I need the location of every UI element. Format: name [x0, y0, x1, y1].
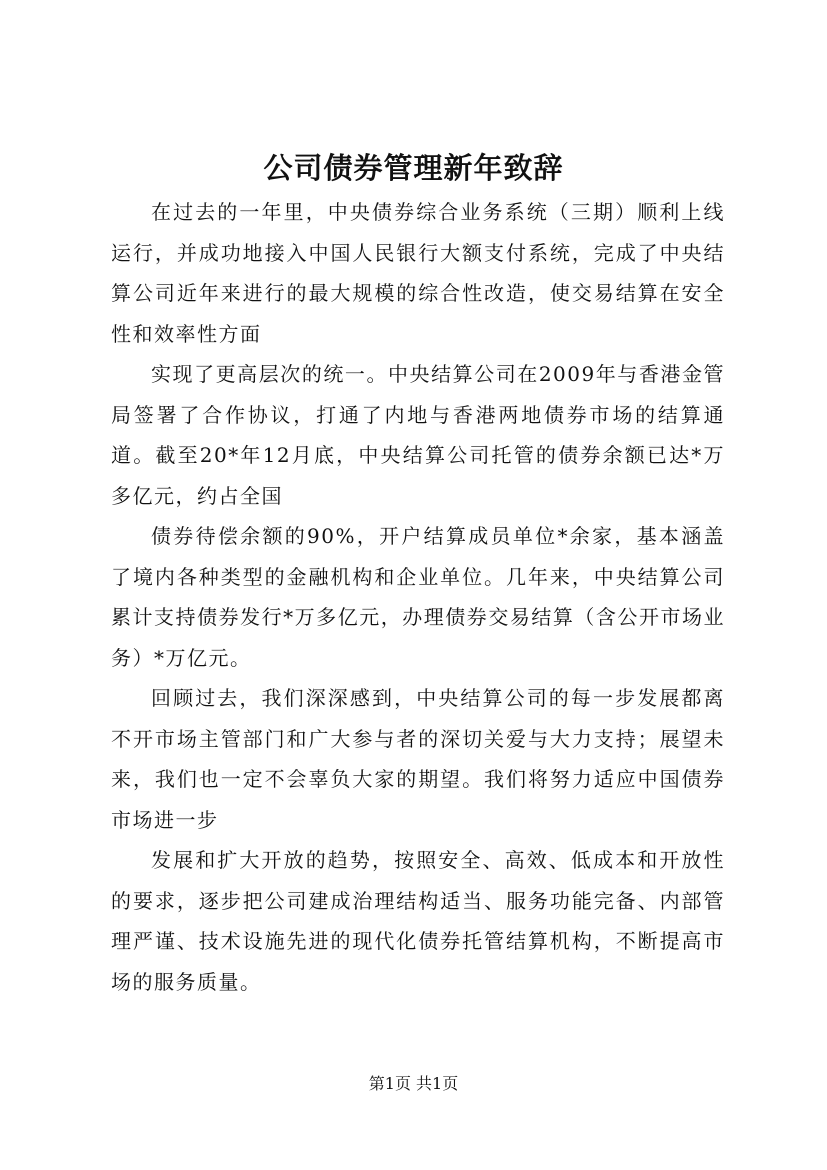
- paragraph-3: 债券待偿余额的90%，开户结算成员单位*余家，基本涵盖了境内各种类型的金融机构和企业单位。几年来，中央结算公司累计支持债券发行*万多亿元，办理债券交易结算（含公开市场业务）*万亿元。: [111, 524, 725, 670]
- paragraph-1: 在过去的一年里，中央债券综合业务系统（三期）顺利上线运行，并成功地接入中国人民银行大额支付系统，完成了中央结算公司近年来进行的最大规模的综合性改造，使交易结算在安全性和效率性方面: [111, 200, 725, 346]
- paragraph-5: 发展和扩大开放的趋势，按照安全、高效、低成本和开放性的要求，逐步把公司建成治理结构适当、服务功能完备、内部管理严谨、技术设施先进的现代化债券托管结算机构，不断提高市场的服务质量。: [111, 848, 725, 994]
- paragraph-4: 回顾过去，我们深深感到，中央结算公司的每一步发展都离不开市场主管部门和广大参与者的深切关爱与大力支持；展望未来，我们也一定不会辜负大家的期望。我们将努力适应中国债券市场进一步: [111, 686, 725, 832]
- document-body: [111, 192, 725, 1002]
- document-title: 公司债券管理新年致辞: [263, 151, 564, 185]
- paragraph-2: 实现了更高层次的统一。中央结算公司在2009年与香港金管局签署了合作协议，打通了内地与香港两地债券市场的结算通道。截至20*年12月底，中央结算公司托管的债券余额已达*万多亿元，约占全国: [111, 362, 725, 508]
- page-footer: 第1页 共1页: [368, 1074, 459, 1093]
